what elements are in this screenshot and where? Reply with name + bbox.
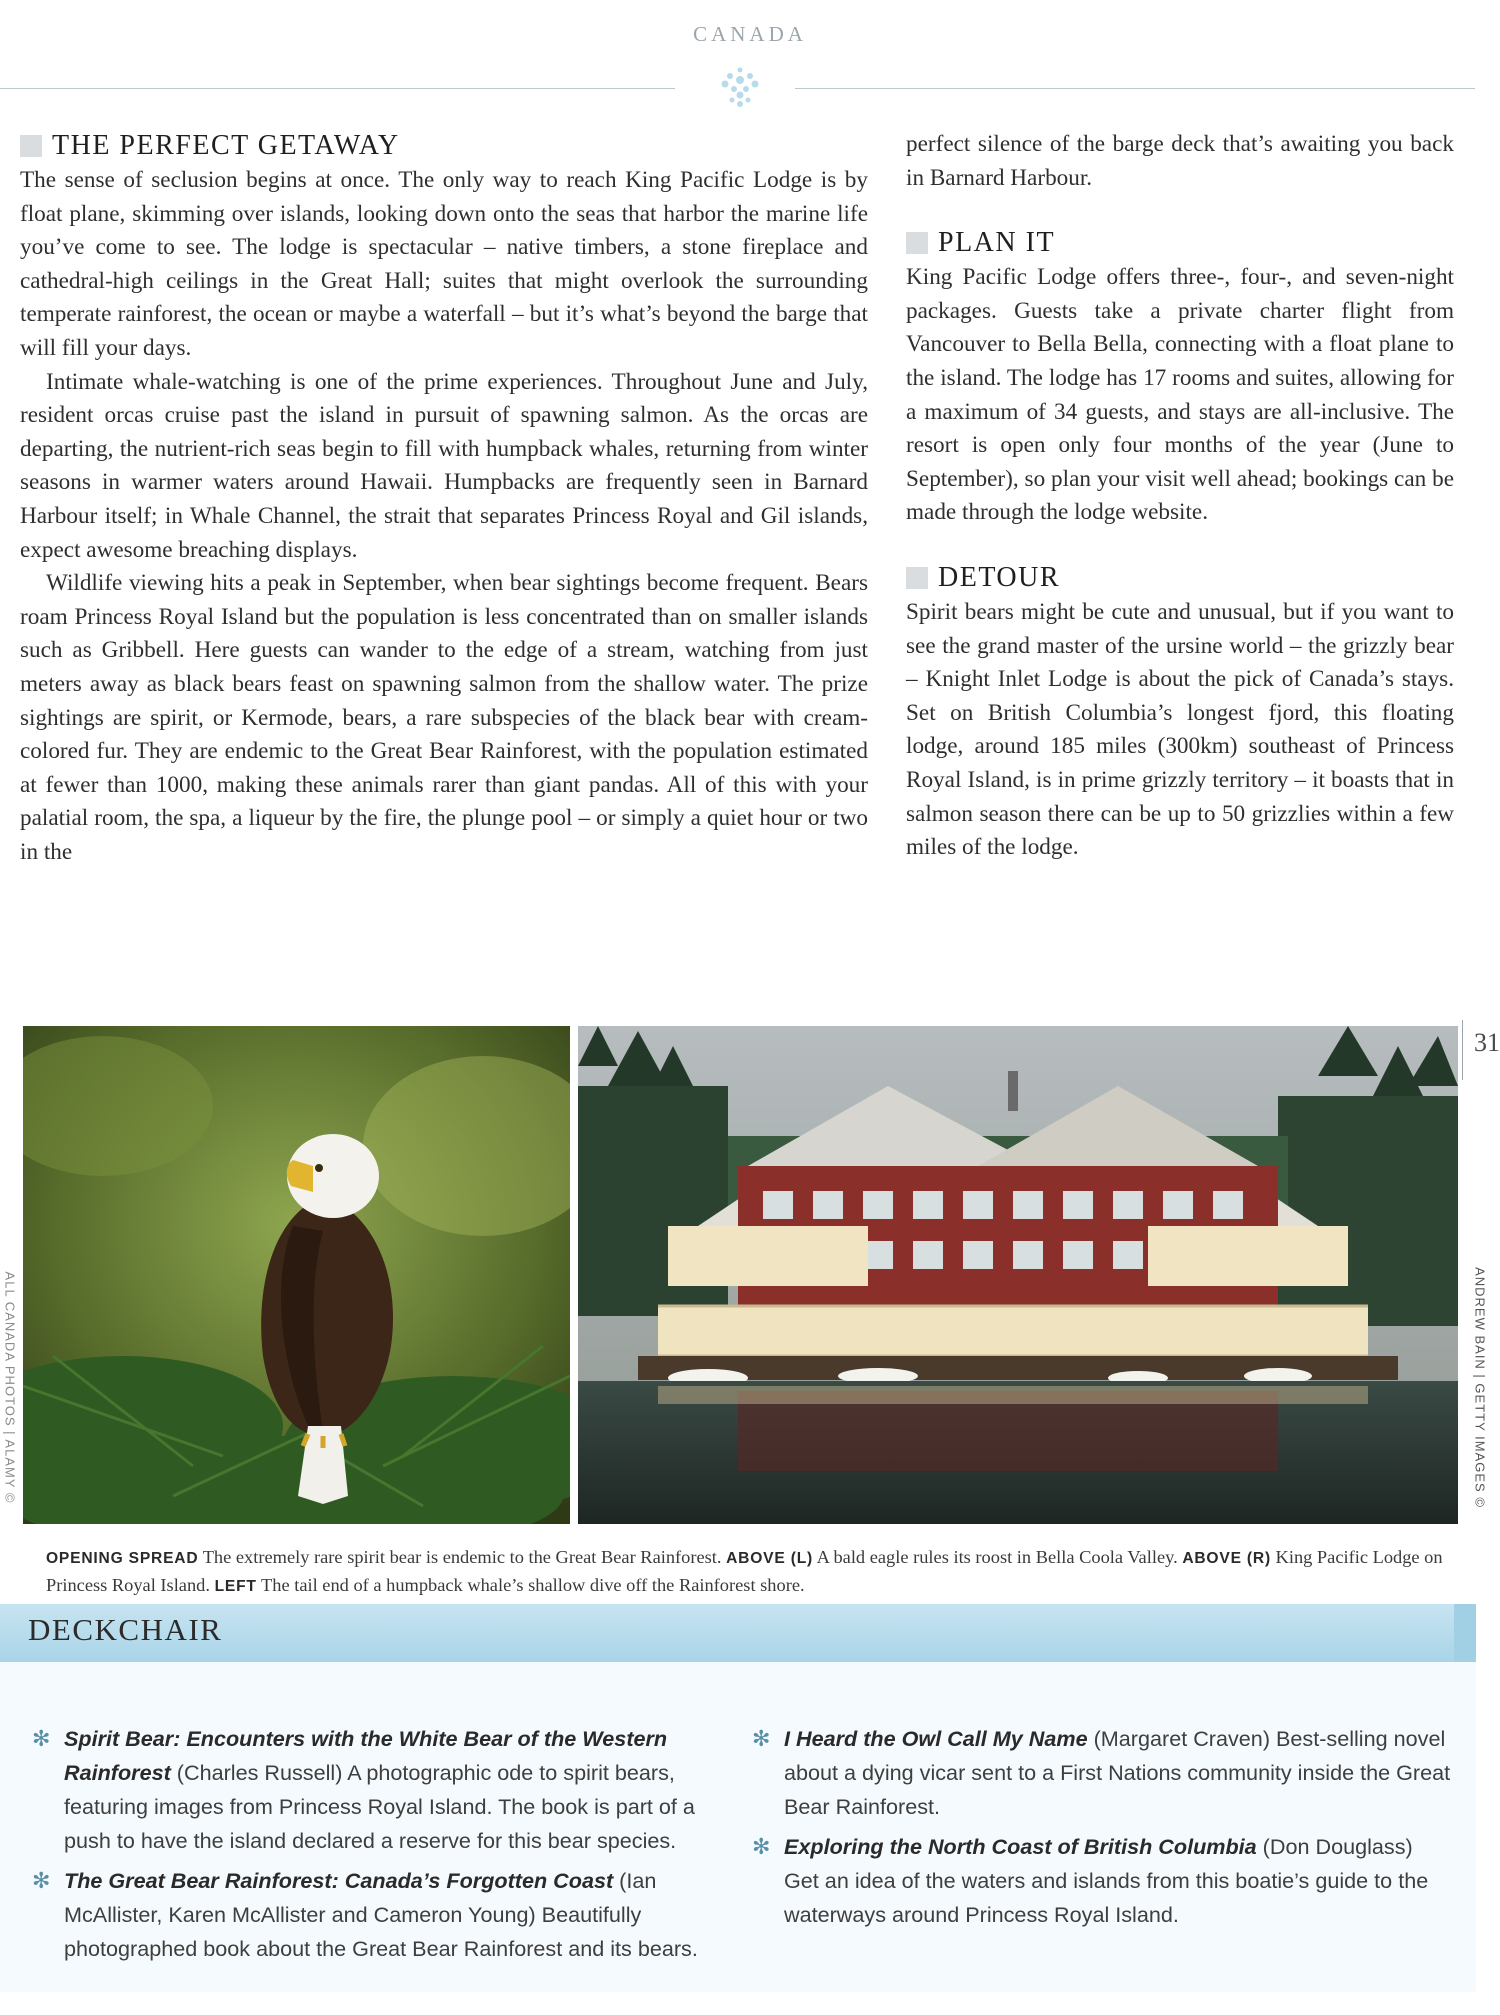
heading-text: DETOUR bbox=[938, 561, 1061, 593]
book-description: (Charles Russell) A photographic ode to spirit bears, featuring images from Princess Royal Island. The book is part of a push to have the island declared a reserve for this bear species. bbox=[64, 1760, 695, 1853]
book-item bbox=[32, 1864, 732, 1966]
asterisk-icon: ✻ bbox=[752, 1726, 771, 1751]
bald-eagle-photo bbox=[23, 1026, 570, 1524]
header-rule-left bbox=[0, 88, 675, 89]
page-number: 31 bbox=[1474, 1028, 1500, 1057]
caption-label: OPENING SPREAD bbox=[46, 1550, 199, 1567]
body-paragraph: King Pacific Lodge offers three-, four-, and seven-night packages. Guests take a private charter flight from Vancouver to Bella Bella, connecting with a float plane to the island. The lodge has 17 rooms and suites, allowing for a maximum of 34 guests, and stays are all-inclusive. The resort is open only four months of the year (June to September), so plan your visit well ahead; bookings can be made through the lodge website. bbox=[906, 264, 1454, 526]
page-number-rule bbox=[1462, 1020, 1463, 1080]
heading-square-icon bbox=[906, 567, 928, 589]
book-title: Spirit Bear: Encounters with the White Bear of the Western Rainforest bbox=[64, 1726, 668, 1785]
photo-credit-right: ANDREW BAIN | GETTY IMAGES © bbox=[1472, 1267, 1488, 1508]
body-paragraph-continuation: perfect silence of the barge deck that’s awaiting you back in Barnard Harbour. bbox=[906, 131, 1454, 191]
heading-perfect-getaway bbox=[20, 128, 868, 164]
heading-square-icon bbox=[906, 232, 928, 254]
body-paragraph: Wildlife viewing hits a peak in September, when bear sightings become frequent. Bears roam Princess Royal Island but the population is less concentrated than on smaller islands such as Gribbell. Here guests can wander to the edge of a stream, watching from just meters away as black bears feast on spawning salmon from the shallow water. The prize sightings are spirit, or Kermode, bears, a rare subspecies of the black bear with cream-colored fur. They are endemic to the Great Bear Rainforest, with the population estimated at fewer than 1000, making these animals rarer than giant pandas. All of this with your palatial room, the spa, a liqueur by the fire, the plunge pool – or simply a quiet hour or two in the bbox=[20, 570, 868, 865]
section-label: CANADA bbox=[693, 22, 807, 46]
caption-text: A bald eagle rules its roost in Bella Coola Valley. bbox=[813, 1547, 1183, 1567]
deckchair-list-right bbox=[752, 1722, 1452, 1934]
book-title: I Heard the Owl Call My Name bbox=[784, 1726, 1088, 1751]
article-column-right bbox=[906, 128, 1454, 865]
book-item bbox=[752, 1722, 1452, 1824]
heading-detour bbox=[906, 560, 1454, 596]
asterisk-icon: ✻ bbox=[752, 1834, 771, 1859]
photo-credit-left: ALL CANADA PHOTOS | ALAMY © bbox=[2, 1271, 18, 1504]
deckchair-list-left bbox=[32, 1722, 732, 1968]
header-rule-right bbox=[795, 88, 1475, 89]
book-title: The Great Bear Rainforest: Canada’s Forgotten Coast bbox=[64, 1868, 614, 1893]
body-paragraph: The sense of seclusion begins at once. The only way to reach King Pacific Lodge is by float plane, skimming over islands, looking down onto the seas that harbor the marine life you’ve come to see. The lodge is spectacular – native timbers, a stone fireplace and cathedral-high ceilings in the Great Hall; suites that might overlook the surrounding temperate rainforest, the ocean or maybe a waterfall – but it’s what’s beyond the barge that will fill your days. bbox=[20, 167, 868, 361]
heading-text: PLAN IT bbox=[938, 227, 1056, 259]
caption-text: The extremely rare spirit bear is endemic to the Great Bear Rainforest. bbox=[198, 1547, 727, 1567]
body-paragraph: Spirit bears might be cute and unusual, but if you want to see the grand master of the ursine world – the grizzly bear – Knight Inlet Lodge is about the pick of Canada’s stays. Set on British Columbia’s longest fjord, this floating lodge, around 185 miles (300km) southeast of Princess Royal Island, is in prime grizzly territory – it boasts that in salmon season there can be up to 50 grizzlies within a few miles of the lodge. bbox=[906, 598, 1454, 861]
caption-text: King Pacific Lodge on Princess Royal Island. bbox=[46, 1547, 1443, 1595]
book-description: (Ian McAllister, Karen McAllister and Cameron Young) Beautifully photographed book about the Great Bear Rainforest and its bears. bbox=[64, 1868, 698, 1961]
body-paragraph: Intimate whale-watching is one of the prime experiences. Throughout June and July, resident orcas cruise past the island in pursuit of spawning salmon. As the orcas are departing, the nutrient-rich seas begin to fill with humpback whales, returning from winter seasons in warmer waters around Hawaii. Humpbacks are frequently seen in Barnard Harbour itself; in Whale Channel, the strait that separates Princess Royal and Gil islands, expect awesome breaching displays. bbox=[20, 368, 868, 563]
caption-label: ABOVE (L) bbox=[726, 1550, 814, 1567]
caption-label: ABOVE (R) bbox=[1182, 1550, 1271, 1567]
book-item bbox=[752, 1830, 1452, 1932]
article-column-left bbox=[20, 128, 868, 869]
book-description: (Don Douglass) Get an idea of the waters and islands from this boatie’s guide to the waterways around Princess Royal Island. bbox=[784, 1834, 1429, 1927]
book-title: Exploring the North Coast of British Columbia bbox=[784, 1834, 1257, 1859]
asterisk-icon: ✻ bbox=[32, 1868, 51, 1893]
heading-text: THE PERFECT GETAWAY bbox=[52, 130, 400, 161]
photo-caption bbox=[46, 1544, 1446, 1600]
book-description: (Margaret Craven) Best-selling novel about a dying vicar sent to a First Nations community inside the Great Bear Rainforest. bbox=[784, 1726, 1451, 1819]
deckchair-title: DECKCHAIR bbox=[28, 1612, 223, 1647]
snowflake-ornament-icon bbox=[700, 62, 780, 114]
caption-label: LEFT bbox=[214, 1578, 257, 1595]
king-pacific-lodge-photo bbox=[578, 1026, 1458, 1524]
heading-square-icon bbox=[20, 135, 42, 157]
caption-text: The tail end of a humpback whale’s shallow dive off the Rainforest shore. bbox=[256, 1575, 805, 1595]
heading-plan-it bbox=[906, 225, 1454, 261]
book-item bbox=[32, 1722, 732, 1858]
asterisk-icon: ✻ bbox=[32, 1726, 51, 1751]
